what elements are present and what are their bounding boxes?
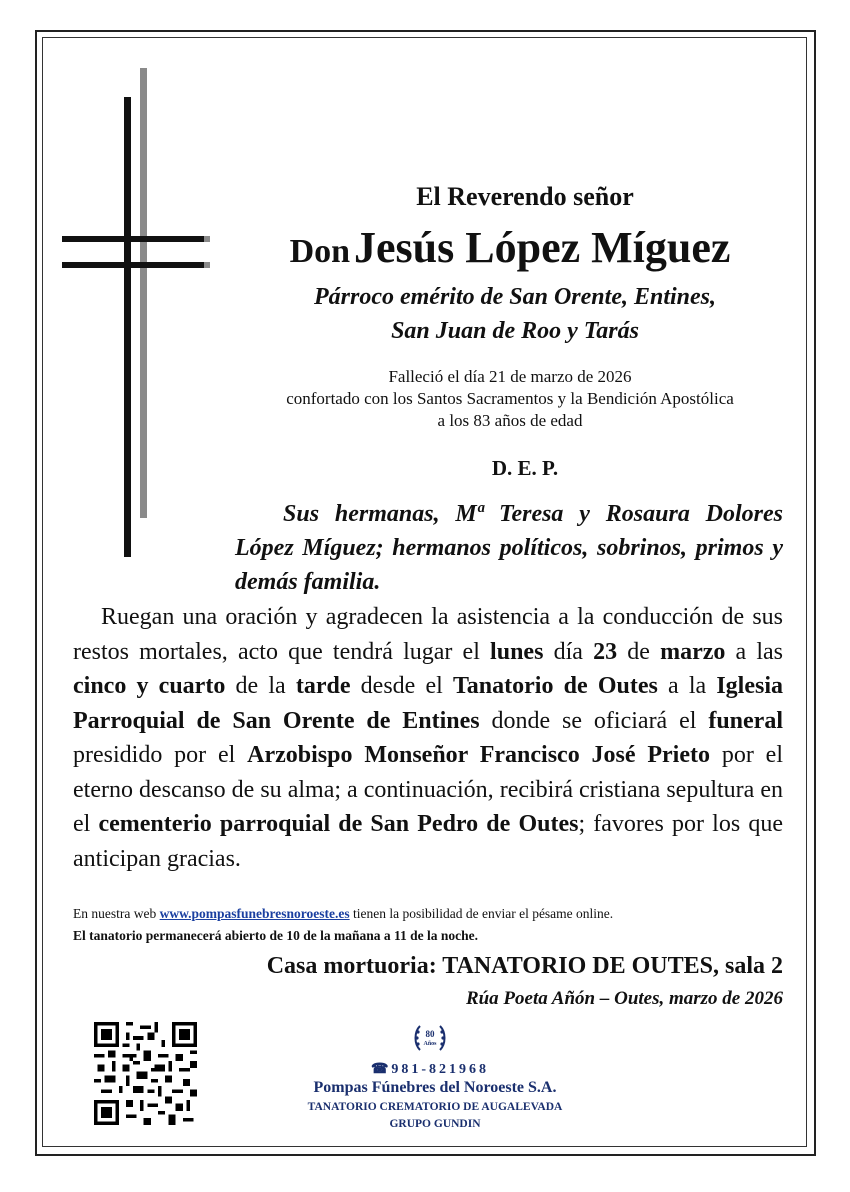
body-officiant: Arzobispo Monseñor Francisco José Prieto bbox=[247, 742, 710, 768]
body-cemetery: cementerio parroquial de San Pedro de Outes bbox=[98, 811, 579, 837]
funeral-details bbox=[73, 600, 783, 876]
role-line-1: Párroco emérito de San Orente, Entines, bbox=[313, 284, 716, 310]
anniversary-badge-icon bbox=[412, 1020, 448, 1056]
body-time: cinco y cuarto bbox=[73, 673, 226, 699]
death-info bbox=[220, 366, 800, 432]
body-day: lunes bbox=[490, 638, 544, 665]
phone-number: 981-821968 bbox=[391, 1062, 490, 1077]
body-month: marzo bbox=[660, 638, 726, 665]
body-text-8: donde se oficiará el bbox=[479, 707, 709, 734]
body-text-5: de la bbox=[225, 673, 296, 699]
phone-icon: ☎ bbox=[370, 1062, 392, 1077]
title-prefix: El Reverendo señor bbox=[416, 182, 634, 211]
body-text-11: ; favores por los que anticipan gracias. bbox=[73, 811, 783, 872]
web-note-before: En nuestra web bbox=[73, 906, 160, 921]
body-date: 23 bbox=[593, 638, 618, 665]
website-link[interactable]: www.pompasfunebresnoroeste.es bbox=[159, 906, 350, 921]
body-text-6: desde el bbox=[350, 673, 453, 699]
age-line: a los 83 años de edad bbox=[437, 411, 583, 430]
deceased-name-line bbox=[225, 222, 795, 273]
body-text-7: a la bbox=[657, 673, 717, 699]
body-text-1: Ruegan una oración y agradecen la asistencia a la conducción de sus restos mortales, acto que tendrá lugar el bbox=[73, 604, 783, 665]
honorific: Don bbox=[289, 233, 351, 270]
web-note-after: tienen la posibilidad de enviar el pésame online. bbox=[349, 906, 614, 921]
crematory-name: TANATORIO CREMATORIO DE AUGALEVADA bbox=[307, 1101, 563, 1113]
body-period: tarde bbox=[295, 673, 351, 699]
phone-line[interactable] bbox=[330, 1061, 530, 1078]
death-date: Falleció el día 21 de marzo de 2026 bbox=[388, 367, 632, 386]
body-church: Iglesia Parroquial de San Orente de Entines bbox=[73, 673, 784, 734]
cross-gray-vertical bbox=[140, 68, 147, 518]
cross-black-bar-bottom bbox=[62, 262, 204, 268]
group-name: GRUPO GUNDIN bbox=[389, 1118, 481, 1130]
body-text-9: presidido por el bbox=[73, 742, 248, 768]
cross-black-bar-top bbox=[62, 236, 204, 242]
rip-text: D. E. P. bbox=[491, 456, 559, 480]
cross-black-vertical bbox=[124, 97, 131, 557]
body-text-4: a las bbox=[725, 638, 784, 665]
body-text-10: por el eterno descanso de su alma; a continuación, recibirá cristiana sepultura en el bbox=[73, 742, 783, 837]
body-text-2: día bbox=[543, 638, 594, 665]
role-block bbox=[235, 280, 795, 348]
address-line: Rúa Poeta Añón – Outes, marzo de 2026 bbox=[465, 988, 783, 1009]
mortuary-info: Casa mortuoria: TANATORIO DE OUTES, sala 2 bbox=[266, 953, 783, 979]
badge-years: Años bbox=[423, 1041, 437, 1047]
web-note bbox=[73, 906, 793, 922]
role-line-2: San Juan de Roo y Tarás bbox=[391, 318, 639, 344]
body-origin: Tanatorio de Outes bbox=[453, 673, 658, 699]
body-funeral: funeral bbox=[708, 707, 783, 734]
company-name: Pompas Fúnebres del Noroeste S.A. bbox=[313, 1079, 557, 1096]
sacraments-line: confortado con los Santos Sacramentos y la Bendición Apostólica bbox=[286, 389, 734, 408]
qr-code-icon[interactable] bbox=[94, 1022, 197, 1125]
badge-number: 80 bbox=[425, 1029, 435, 1039]
opening-hours: El tanatorio permanecerá abierto de 10 de la mañana a 11 de la noche. bbox=[73, 928, 478, 943]
deceased-name: Jesús López Míguez bbox=[354, 223, 731, 272]
body-text-3: de bbox=[617, 638, 661, 665]
family-text: Sus hermanas, Mª Teresa y Rosaura Dolores López Míguez; hermanos políticos, sobrinos, primos y demás familia. bbox=[235, 501, 783, 595]
